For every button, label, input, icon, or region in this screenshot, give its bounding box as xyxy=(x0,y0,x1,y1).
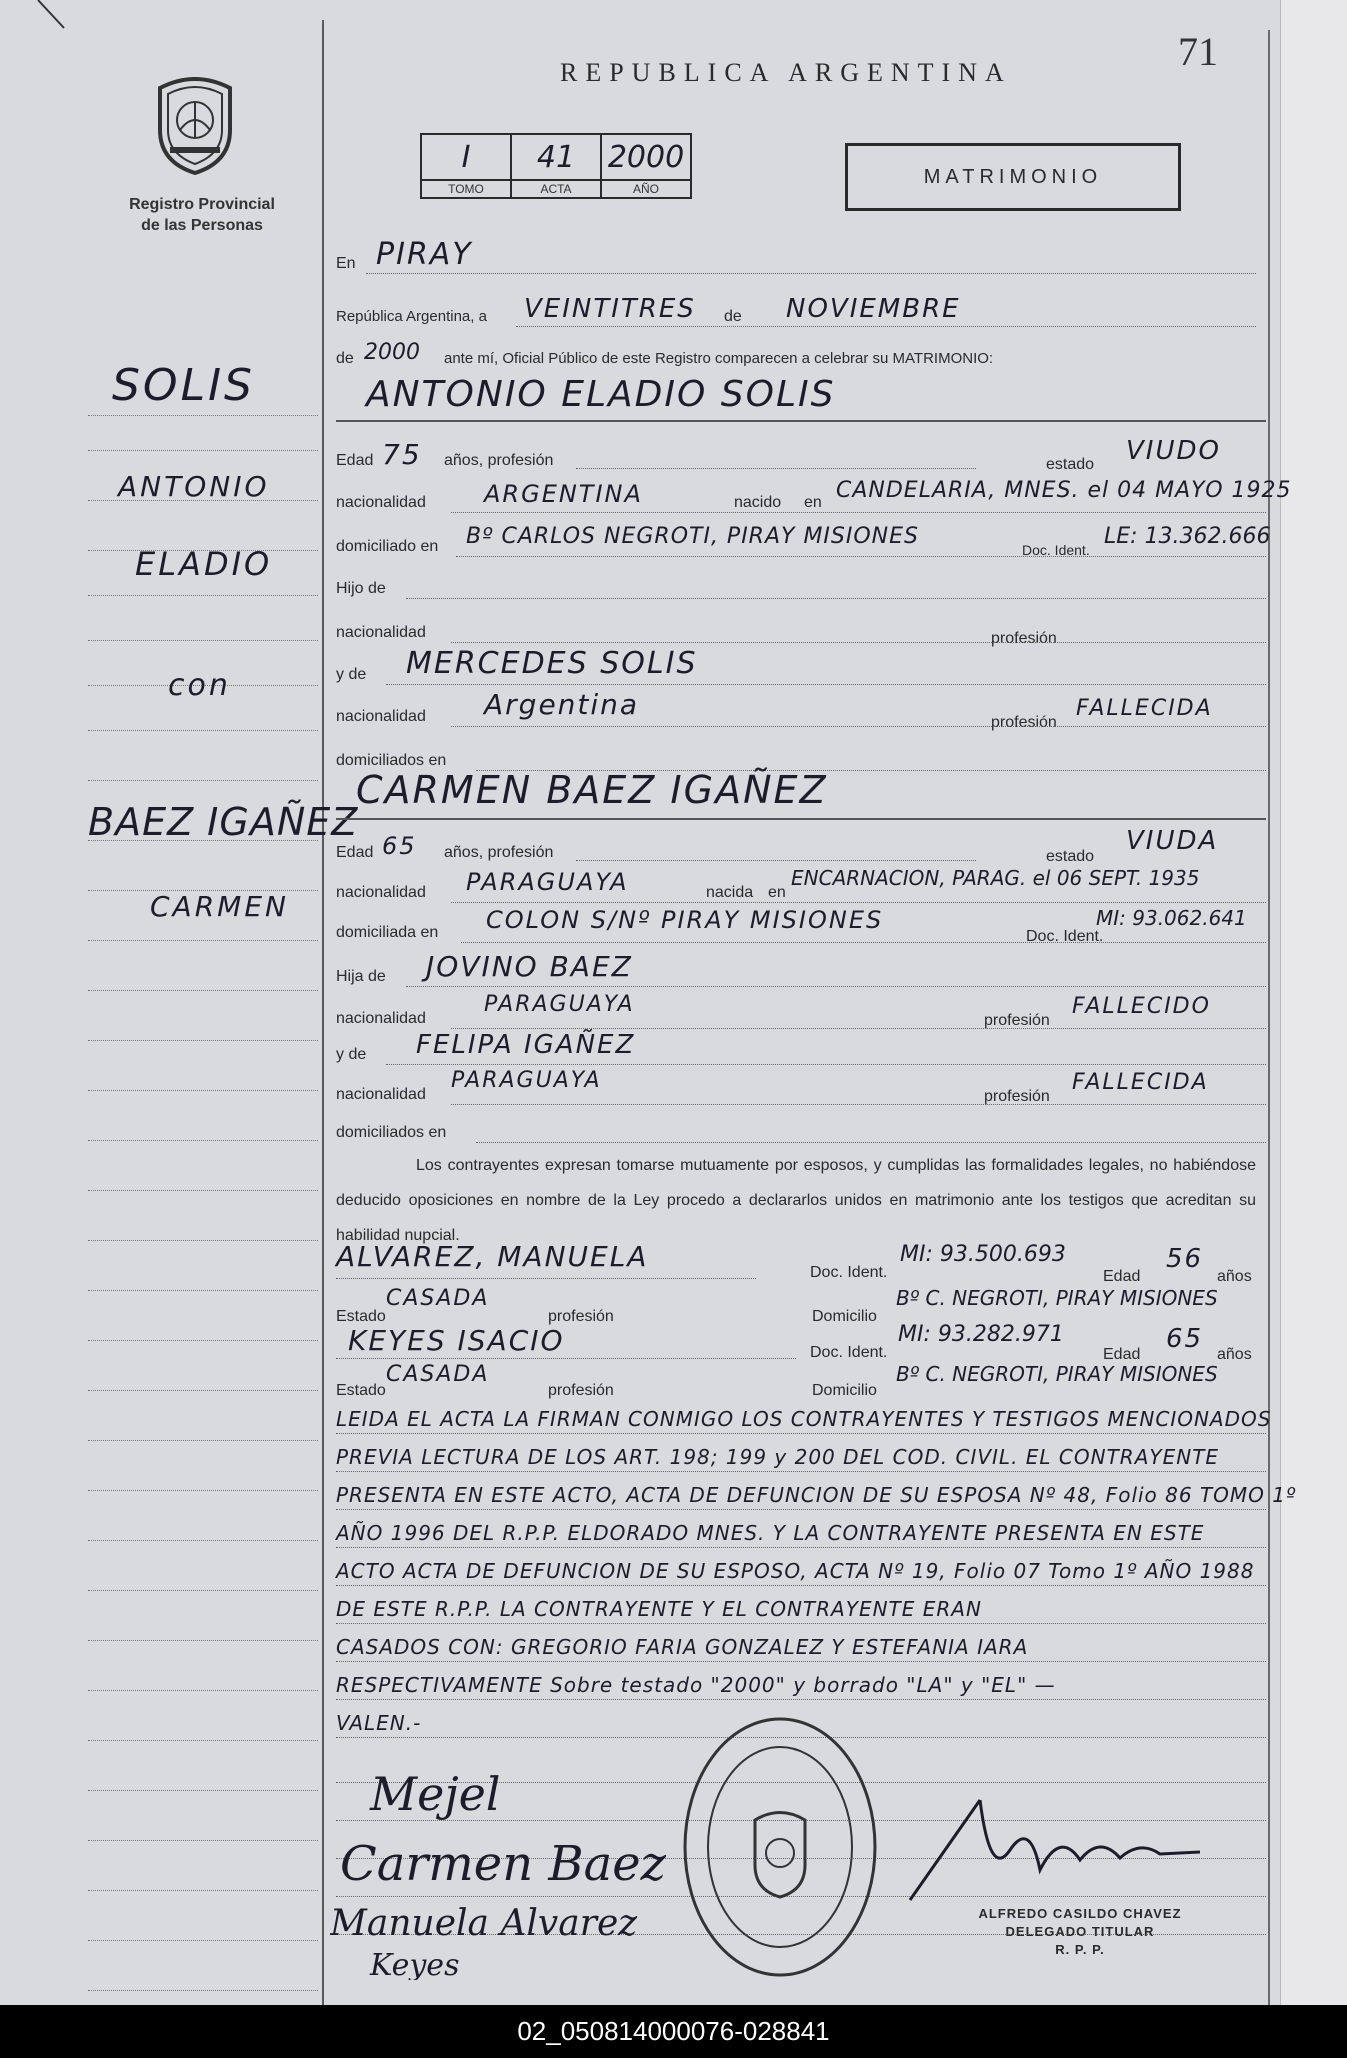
groom-yde-label: y de xyxy=(336,666,367,683)
margin-rule xyxy=(88,990,318,991)
bride-nac-line xyxy=(451,902,1266,903)
record-type: MATRIMONIO xyxy=(845,143,1181,211)
bride-estado: VIUDA xyxy=(1126,826,1219,856)
groom-age: 75 xyxy=(382,438,422,471)
bride-birthplace: ENCARNACION, PARAG. el 06 SEPT. 1935 xyxy=(791,866,1200,890)
witness-1-prof-label: profesión xyxy=(548,1308,614,1325)
witness-2-estado-label: Estado xyxy=(336,1382,386,1399)
groom-father-nac-label: nacionalidad xyxy=(336,624,426,641)
register-box xyxy=(420,133,692,199)
date-underline xyxy=(516,326,1256,327)
official-name: ALFREDO CASILDO CHAVEZ xyxy=(978,1906,1182,1921)
groom-address-row xyxy=(336,524,1271,558)
witness-1-detail-row xyxy=(336,1286,1266,1325)
witness-2-domicilio: Bº C. NEGROTI, PIRAY MISIONES xyxy=(896,1362,1218,1386)
groom-edad-label: Edad xyxy=(336,452,374,469)
registry-line-2: de las Personas xyxy=(141,217,263,234)
note-text: VALEN.- xyxy=(336,1711,422,1735)
margin-rule xyxy=(88,1590,318,1591)
anio-label: AÑO xyxy=(601,180,691,198)
tomo-label: TOMO xyxy=(421,180,511,198)
groom-name-rule xyxy=(336,420,1266,422)
signature-2: Carmen Baez xyxy=(340,1836,666,1892)
bride-parents-address-line xyxy=(476,1142,1266,1143)
page-number: 71 xyxy=(1178,29,1218,74)
witness-1-doc: MI: 93.500.693 xyxy=(900,1242,1066,1267)
groom-father-nat-line xyxy=(451,642,1266,643)
bride-yde-label: y de xyxy=(336,1046,367,1063)
groom-name-row xyxy=(336,374,1266,415)
groom-nac-line xyxy=(451,512,1266,513)
bride-mother-line xyxy=(386,1064,1266,1065)
groom-nationality: ARGENTINA xyxy=(484,480,643,508)
date-row xyxy=(336,294,1266,328)
bride-mother-nationality: PARAGUAYA xyxy=(451,1068,602,1093)
bride-nacida-label: nacida xyxy=(706,884,754,901)
groom-parents-address-row xyxy=(336,740,1266,770)
ante-row xyxy=(336,340,1266,370)
bride-father-profession: FALLECIDO xyxy=(1072,994,1211,1019)
witness-2-doc-label: Doc. Ident. xyxy=(810,1344,888,1361)
ante-text: ante mí, Oficial Público de este Registro comparecen a celebrar su MATRIMONIO: xyxy=(444,350,994,367)
witness-2-name-line xyxy=(336,1358,796,1359)
place-row xyxy=(336,237,1266,275)
bride-father-nationality: PARAGUAYA xyxy=(484,992,635,1017)
witness-1-estado: CASADA xyxy=(386,1286,490,1311)
groom-mother-line xyxy=(386,684,1266,685)
bride-hija-label: Hija de xyxy=(336,968,386,985)
bride-estado-label: estado xyxy=(1046,848,1095,865)
margin-rule xyxy=(88,1290,318,1291)
note-text: ACTO ACTA DE DEFUNCION DE SU ESPOSO, ACTA Nº 19, Folio 07 Tomo 1º AÑO 1988 xyxy=(336,1559,1255,1583)
groom-address-line xyxy=(456,556,1266,557)
witness-1-anios-label: años xyxy=(1217,1268,1252,1285)
note-text: PREVIA LECTURA DE LOS ART. 198; 199 y 200 DEL COD. CIVIL. EL CONTRAYENTE xyxy=(336,1445,1220,1469)
groom-father-row xyxy=(336,568,1266,598)
groom-doc-label: Doc. Ident. xyxy=(1022,542,1090,558)
witness-2-edad-label: Edad xyxy=(1103,1346,1141,1363)
witness-2-name: KEYES ISACIO xyxy=(348,1324,565,1357)
bride-address-row xyxy=(336,906,1266,945)
groom-mother-row xyxy=(336,646,1266,684)
bride-father-prof-label: profesión xyxy=(984,1012,1050,1029)
margin-connector: con xyxy=(168,668,231,703)
margin-rule xyxy=(88,1640,318,1641)
bride-age-row xyxy=(336,826,1266,865)
witness-1-row xyxy=(336,1240,1266,1285)
groom-domiciliado-label: domiciliado en xyxy=(336,538,439,555)
groom-estado: VIUDO xyxy=(1126,436,1221,466)
bride-mother-row xyxy=(336,1030,1266,1064)
witness-1-doc-label: Doc. Ident. xyxy=(810,1264,888,1281)
margin-rule xyxy=(88,1940,318,1941)
bride-address-line xyxy=(461,942,1266,943)
bride-profesion-line xyxy=(576,860,976,861)
note-text: DE ESTE R.P.P. LA CONTRAYENTE Y EL CONTRAYENTE ERAN xyxy=(336,1597,982,1621)
margin-rule xyxy=(88,1040,318,1041)
witness-1-domicilio: Bº C. NEGROTI, PIRAY MISIONES xyxy=(896,1286,1218,1310)
witness-2-doc: MI: 93.282.971 xyxy=(898,1322,1064,1347)
bride-name-row xyxy=(336,768,1266,812)
margin-rule xyxy=(88,1340,318,1341)
margin-rule xyxy=(88,1140,318,1141)
note-line xyxy=(336,1664,1266,1700)
witness-2-prof-label: profesión xyxy=(548,1382,614,1399)
note-line xyxy=(336,1512,1266,1548)
bride-father-line xyxy=(406,986,1266,987)
margin-rule xyxy=(88,595,318,596)
witness-1-estado-label: Estado xyxy=(336,1308,386,1325)
bride-mother: FELIPA IGAÑEZ xyxy=(416,1030,636,1060)
groom-estado-label: estado xyxy=(1046,456,1095,473)
groom-father-prof-label: profesión xyxy=(991,630,1057,647)
groom-age-row xyxy=(336,436,1266,473)
witness-2-detail-row xyxy=(336,1362,1266,1399)
bride-father-nat-row xyxy=(336,992,1266,1029)
note-text: RESPECTIVAMENTE Sobre testado "2000" y borrado "LA" y "EL" — xyxy=(336,1673,1056,1697)
bride-father: JOVINO BAEZ xyxy=(426,950,633,983)
bride-father-nac-label: nacionalidad xyxy=(336,1010,426,1027)
groom-mother-nat-row xyxy=(336,688,1266,731)
margin-rule xyxy=(88,1740,318,1741)
groom-mother-nat-line xyxy=(451,726,1266,727)
official-seal-icon xyxy=(680,1715,880,1980)
bride-en-label: en xyxy=(768,884,786,901)
note-line xyxy=(336,1398,1272,1434)
declaration-text: Los contrayentes expresan tomarse mutuamente por esposos, y cumplidas las formalidades legales, no habiéndose deducido oposiciones en nombre de la Ley procedo a declararlos unidos en matrimonio ante los testigos que acreditan su habilidad nupcial. xyxy=(336,1157,1256,1244)
bride-mother-nac-label: nacionalidad xyxy=(336,1086,426,1103)
corner-pen-mark xyxy=(30,0,70,40)
bride-mother-nat-row xyxy=(336,1068,1266,1105)
witness-1-name: ALVAREZ, MANUELA xyxy=(336,1240,649,1273)
margin-rule xyxy=(88,640,318,641)
groom-profesion-line xyxy=(576,468,976,469)
acta-label: ACTA xyxy=(511,180,601,198)
note-text: CASADOS CON: GREGORIO FARIA GONZALEZ Y ESTEFANIA IARA xyxy=(336,1635,1029,1659)
groom-mother-prof-label: profesión xyxy=(991,714,1057,731)
bride-edad-label: Edad xyxy=(336,844,374,861)
bride-mother-profession: FALLECIDA xyxy=(1072,1070,1209,1095)
day-value: VEINTITRES xyxy=(524,294,696,324)
bride-doc: MI: 93.062.641 xyxy=(1096,906,1247,930)
official-office: R. P. P. xyxy=(1055,1942,1105,1957)
groom-nacido-label: nacido xyxy=(734,494,782,511)
party-signatures xyxy=(330,1740,710,1980)
margin-rule xyxy=(88,1790,318,1791)
witness-1-name-line xyxy=(336,1278,756,1279)
margin-rule xyxy=(88,730,318,731)
groom-doc: LE: 13.362.666 xyxy=(1104,524,1271,549)
note-line xyxy=(336,1436,1266,1472)
groom-mother-nac-label: nacionalidad xyxy=(336,708,426,725)
margin-divider xyxy=(322,20,324,2005)
margin-rule xyxy=(88,1190,318,1191)
margin-rule xyxy=(88,1840,318,1841)
bride-age: 65 xyxy=(382,832,417,860)
bride-address: COLON S/Nº PIRAY MISIONES xyxy=(486,906,884,934)
groom-father-line xyxy=(406,598,1266,599)
margin-rule xyxy=(88,450,318,451)
note-text: LEIDA EL ACTA LA FIRMAN CONMIGO LOS CONTRAYENTES Y TESTIGOS MENCIONADOS xyxy=(336,1407,1272,1431)
margin-first-name: ANTONIO xyxy=(118,470,270,503)
margin-rule xyxy=(88,1240,318,1241)
margin-rule xyxy=(88,1690,318,1691)
groom-nac-label: nacionalidad xyxy=(336,494,426,511)
groom-mother: MERCEDES SOLIS xyxy=(406,646,698,681)
margin-rule xyxy=(88,1540,318,1541)
right-border xyxy=(1268,30,1270,2005)
witness-2-anios-label: años xyxy=(1217,1346,1252,1363)
groom-hijo-label: Hijo de xyxy=(336,580,386,597)
en-label: En xyxy=(336,255,356,272)
bride-mother-nat-line xyxy=(451,1104,1266,1105)
groom-en-label: en xyxy=(804,494,822,511)
groom-mother-profession: FALLECIDA xyxy=(1076,696,1213,721)
signature-3: Manuela Alvarez xyxy=(330,1903,638,1944)
bride-doc-label: Doc. Ident. xyxy=(1026,928,1104,945)
note-text: PRESENTA EN ESTE ACTO, ACTA DE DEFUNCION DE SU ESPOSA Nº 48, Folio 86 TOMO 1º xyxy=(336,1483,1297,1507)
margin-rule xyxy=(88,1990,318,1991)
groom-profesion-label: años, profesión xyxy=(444,452,554,469)
note-line xyxy=(336,1626,1266,1662)
margin-rule xyxy=(88,1440,318,1441)
note-line xyxy=(336,1588,1266,1624)
margin-rule xyxy=(88,780,318,781)
bride-father-row xyxy=(336,950,1266,986)
bride-father-nat-line xyxy=(451,1028,1266,1029)
anio-value: 2000 xyxy=(601,134,691,180)
signature-4: Keyes xyxy=(370,1948,460,1980)
tomo-value: I xyxy=(421,134,511,180)
groom-name: ANTONIO ELADIO SOLIS xyxy=(366,374,836,415)
bride-nationality-row xyxy=(336,866,1266,902)
republica-label: República Argentina, a xyxy=(336,308,487,325)
note-text: AÑO 1996 DEL R.P.P. ELDORADO MNES. Y LA CONTRAYENTE PRESENTA EN ESTE xyxy=(336,1521,1205,1545)
bride-mother-prof-label: profesión xyxy=(984,1088,1050,1105)
margin-rule xyxy=(88,1090,318,1091)
country-title: REPUBLICA ARGENTINA xyxy=(560,58,1012,87)
margin-bride-surname: BAEZ IGAÑEZ xyxy=(88,800,359,844)
groom-address: Bº CARLOS NEGROTI, PIRAY MISIONES xyxy=(466,524,920,549)
groom-domiciliados-label: domiciliados en xyxy=(336,752,447,769)
misiones-crest-icon xyxy=(150,70,240,175)
month-value: NOVIEMBRE xyxy=(786,294,961,324)
margin-rule xyxy=(88,1490,318,1491)
witness-2-row xyxy=(336,1322,1266,1363)
witness-1-edad-label: Edad xyxy=(1103,1268,1141,1285)
registry-line-1: Registro Provincial xyxy=(129,196,275,213)
acta-value: 41 xyxy=(511,134,601,180)
groom-father-nat-row xyxy=(336,612,1266,647)
margin-second-name: ELADIO xyxy=(135,545,273,583)
signature-1: Mejel xyxy=(370,1767,501,1821)
margin-rule xyxy=(88,1890,318,1891)
place-value: PIRAY xyxy=(376,237,473,272)
groom-mother-nationality: Argentina xyxy=(484,688,640,721)
bride-name: CARMEN BAEZ IGAÑEZ xyxy=(356,768,828,812)
witness-2-age: 65 xyxy=(1166,1324,1204,1354)
official-title: DELEGADO TITULAR xyxy=(1005,1924,1155,1939)
place-underline xyxy=(366,273,1256,274)
de-label: de xyxy=(724,308,742,325)
bride-nationality: PARAGUAYA xyxy=(466,868,629,896)
margin-bride-name: CARMEN xyxy=(150,890,289,923)
image-code: 02_050814000076-028841 xyxy=(517,2016,830,2046)
bride-domiciliados-label: domiciliados en xyxy=(336,1124,447,1141)
bride-nac-label: nacionalidad xyxy=(336,884,426,901)
bride-domiciliada-label: domiciliada en xyxy=(336,924,439,941)
de2-label: de xyxy=(336,350,354,367)
registry-name xyxy=(112,194,292,236)
margin-rule xyxy=(88,940,318,941)
witness-1-domicilio-label: Domicilio xyxy=(812,1308,877,1325)
witness-2-domicilio-label: Domicilio xyxy=(812,1382,877,1399)
witness-1-age: 56 xyxy=(1166,1244,1204,1274)
page-edge xyxy=(1280,0,1347,2005)
year-value: 2000 xyxy=(364,340,420,365)
official-stamp xyxy=(940,1905,1220,1959)
note-line xyxy=(336,1550,1266,1586)
groom-birthplace: CANDELARIA, MNES. el 04 MAYO 1925 xyxy=(836,478,1292,503)
bride-name-rule xyxy=(336,818,1266,820)
witness-2-estado: CASADA xyxy=(386,1362,490,1387)
margin-rule xyxy=(88,1390,318,1391)
note-line xyxy=(336,1474,1297,1510)
groom-nationality-row xyxy=(336,478,1292,512)
margin-rule xyxy=(88,415,318,416)
bride-profesion-label: años, profesión xyxy=(444,844,554,861)
official-signature xyxy=(900,1790,1230,1910)
bride-parents-address-row xyxy=(336,1112,1266,1142)
margin-surname: SOLIS xyxy=(112,360,255,411)
